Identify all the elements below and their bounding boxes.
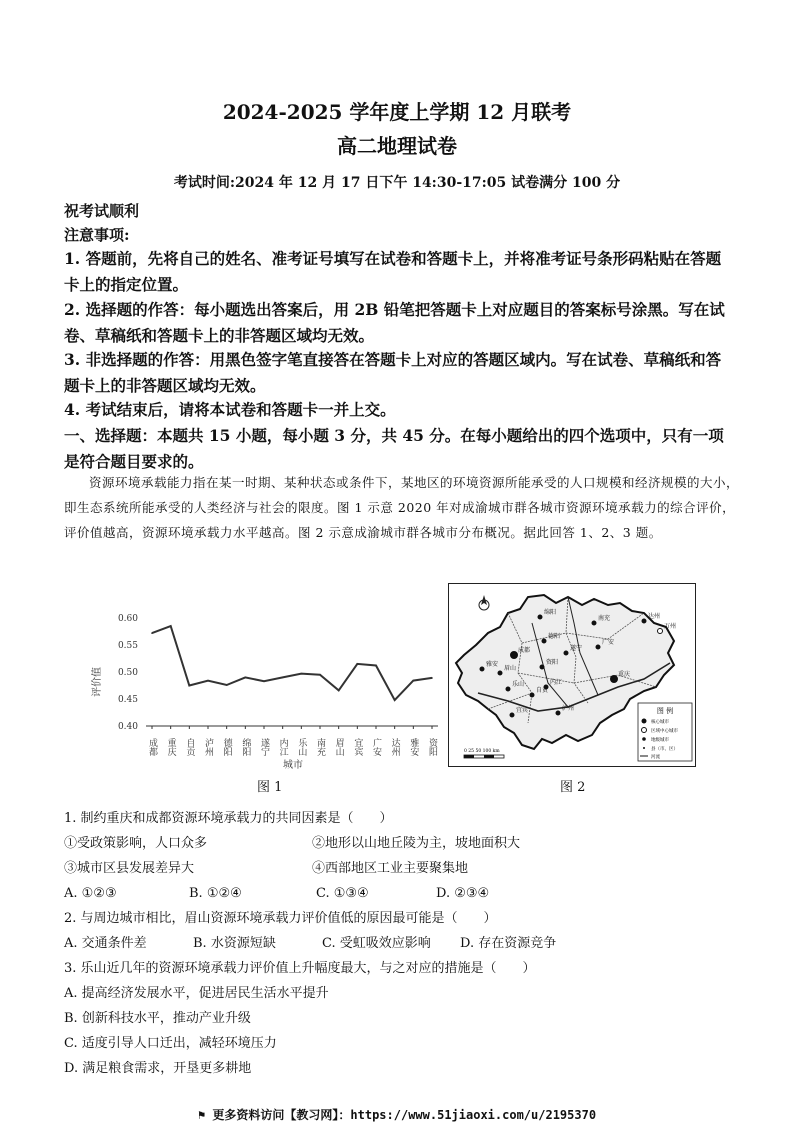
q1-item-2: ②地形以山地丘陵为主，坡地面积大: [312, 836, 521, 851]
city-marker: [642, 619, 646, 623]
city-marker: [564, 651, 568, 655]
y-tick-label: 0.45: [117, 695, 138, 705]
city-marker: [556, 711, 560, 715]
data-point: [301, 673, 303, 675]
city-marker: [596, 645, 600, 649]
q3-option-b[interactable]: B. 创新科技水平，推动产业升级: [64, 1011, 251, 1026]
legend-item: 地级城市: [651, 738, 669, 743]
question-2-stem: 2. 与周边城市相比，眉山资源环境承载力评价值低的原因最可能是（ ）: [64, 911, 497, 926]
exam-title: 2024-2025 学年度上学期 12 月联考: [222, 100, 572, 124]
city-label: 达州: [648, 613, 661, 620]
y-tick-label: 0.60: [117, 614, 138, 624]
x-axis-label: 城市: [283, 760, 303, 771]
city-label: 南充: [598, 615, 611, 622]
city-label: 遂宁: [570, 645, 583, 652]
figure1-chart: [88, 604, 438, 792]
question-3-stem: 3. 乐山近几年的资源环境承载力评价值上升幅度最大，与之对应的措施是（ ）: [64, 961, 536, 976]
q1-item-4: ④西部地区工业主要聚集地: [312, 861, 469, 876]
q1-option-c[interactable]: C. ①③④: [316, 886, 369, 901]
x-tick-label: 自贡: [184, 738, 195, 756]
q1-item-3: ③城市区县发展差异大: [64, 861, 195, 876]
city-marker: [592, 621, 596, 625]
x-tick-label: 泸州: [203, 738, 213, 756]
section-title: 一、选择题：本题共 15 小题，每小题 3 分，共 45 分。在每小题给出的四个选项中，只有一项是符合题目要求的。: [64, 426, 724, 471]
data-point: [375, 665, 377, 667]
x-tick-label: 眉山: [333, 738, 344, 756]
q3-option-a[interactable]: A. 提高经济发展水平，促进居民生活水平提升: [64, 986, 329, 1001]
city-marker: [658, 629, 663, 634]
map-legend: [638, 703, 692, 761]
city-label: 万州: [664, 623, 677, 630]
x-tick-label: 雅安: [408, 738, 419, 756]
data-point: [207, 680, 209, 682]
notes-title: 注意事项:: [64, 226, 130, 244]
city-label: 宜宾: [516, 707, 529, 714]
q1-item-1: ①受政策影响，人口众多: [64, 836, 208, 851]
x-tick-label: 广安: [371, 738, 381, 756]
y-axis-label: 评价值: [92, 667, 103, 697]
data-point: [413, 680, 415, 682]
city-label: 内江: [550, 679, 563, 686]
city-label: 泸州: [562, 705, 575, 712]
x-tick-label: 绵阳: [240, 738, 251, 756]
legend-item: 县（市、区）: [651, 747, 678, 752]
data-point: [431, 677, 433, 679]
city-marker: [480, 667, 484, 671]
city-marker: [498, 671, 502, 675]
flag-icon: ⚑: [197, 1108, 213, 1122]
data-point: [394, 699, 396, 701]
q2-option-b[interactable]: B. 水资源短缺: [193, 936, 276, 951]
city-marker: [538, 615, 542, 619]
exam-time: 考试时间:2024 年 12 月 17 日下午 14:30-17:05 试卷满分 100 分: [173, 175, 621, 191]
city-marker: [611, 676, 618, 683]
x-tick-label: 宜宾: [352, 738, 363, 756]
x-tick-label: 成都: [147, 738, 157, 756]
x-tick-label: 遂宁: [259, 738, 269, 756]
q1-option-b[interactable]: B. ①②④: [189, 886, 242, 901]
data-point: [151, 632, 153, 634]
data-point: [170, 625, 172, 627]
city-marker: [510, 713, 514, 717]
x-tick-label: 南充: [315, 738, 325, 756]
city-marker: [542, 639, 546, 643]
figure2-caption: 图 2: [560, 780, 586, 795]
city-label: 成都: [518, 647, 531, 654]
note-3: 3. 非选择题的作答：用黑色签字笔直接答在答题卡上对应的答题区域内。写在试卷、草稿纸和答题卡上的非答题区域均无效。: [64, 350, 722, 395]
city-label: 乐山: [512, 681, 525, 688]
legend-title: 图 例: [656, 707, 674, 715]
city-label: 自贡: [536, 687, 549, 694]
data-point: [357, 663, 359, 665]
q2-option-a[interactable]: A. 交通条件差: [64, 936, 147, 951]
data-point: [245, 677, 247, 679]
passage: 资源环境承载能力指在某一时期、某种状态或条件下，某地区的环境资源所能承受的人口规模和经济规模的大小，即生态系统所能承受的人类经济与社会的限度。图 1 示意 2020 年对成渝城市群各城市资源环境承载力的综合评价，评价值越高，资源环境承载力水平越高。图 2 示意成渝城市群各城市分布概况。据此回答 1、2、3 题。: [64, 475, 740, 540]
city-marker: [530, 693, 534, 697]
legend-item: 核心城市: [651, 720, 669, 725]
series-line: [152, 626, 432, 700]
y-tick-label: 0.40: [117, 722, 138, 732]
note-2: 2. 选择题的作答：每小题选出答案后，用 2B 铅笔把答题卡上对应题目的答案标号涂黑。写在试卷、草稿纸和答题卡上的非答题区域均无效。: [64, 300, 725, 345]
scale-label: 0 25 50 100 km: [464, 749, 500, 754]
q1-option-d[interactable]: D. ②③④: [436, 886, 490, 901]
city-label: 眉山: [504, 665, 517, 672]
footer-text: 更多资料访问【教习网】：https://www.51jiaoxi.com/u/2195370: [212, 1108, 597, 1122]
figure2-map: [448, 583, 696, 767]
city-marker: [540, 665, 544, 669]
q2-option-c[interactable]: C. 受虹吸效应影响: [322, 936, 431, 951]
data-point: [263, 680, 265, 682]
wish-text: 祝考试顺利: [64, 202, 140, 220]
city-label: 绵阳: [544, 609, 557, 616]
legend-item: 区域中心城市: [651, 729, 678, 734]
exam-subtitle: 高二地理试卷: [337, 134, 457, 158]
footer-link[interactable]: [0, 1106, 794, 1123]
x-tick-label: 乐山: [296, 738, 307, 756]
figure1-caption: 图 1: [257, 780, 283, 795]
x-tick-label: 重庆: [165, 738, 176, 756]
data-point: [282, 677, 284, 679]
q1-option-a[interactable]: A. ①②③: [64, 886, 117, 901]
q2-option-d[interactable]: D. 存在资源竞争: [460, 936, 557, 951]
x-tick-label: 资阳: [427, 738, 437, 756]
y-tick-label: 0.55: [117, 641, 138, 651]
x-tick-label: 德阳: [221, 738, 232, 756]
data-point: [338, 690, 340, 692]
y-tick-label: 0.50: [117, 668, 138, 678]
x-tick-label: 内江: [277, 738, 288, 756]
note-4: 4. 考试结束后，请将本试卷和答题卡一并上交。: [64, 400, 396, 419]
legend-item: 河流: [651, 755, 660, 760]
question-1-stem: 1. 制约重庆和成都资源环境承载力的共同因素是（ ）: [64, 811, 393, 826]
q3-option-d[interactable]: D. 满足粮食需求，开垦更多耕地: [64, 1061, 252, 1076]
city-label: 德阳: [548, 633, 561, 640]
city-label: 重庆: [618, 671, 631, 678]
data-point: [226, 684, 228, 686]
note-1: 1. 答题前，先将自己的姓名、准考证号填写在试卷和答题卡上，并将准考证号条形码粘贴在答题卡上的指定位置。: [64, 249, 722, 294]
city-label: 雅安: [486, 661, 499, 668]
city-marker: [506, 687, 510, 691]
data-point: [319, 674, 321, 676]
x-tick-label: 达州: [389, 738, 400, 756]
q3-option-c[interactable]: C. 适度引导人口迁出，减轻环境压力: [64, 1036, 277, 1051]
data-point: [189, 685, 191, 687]
city-label: 资阳: [546, 659, 559, 666]
city-label: 广安: [602, 639, 615, 646]
city-marker: [511, 652, 518, 659]
